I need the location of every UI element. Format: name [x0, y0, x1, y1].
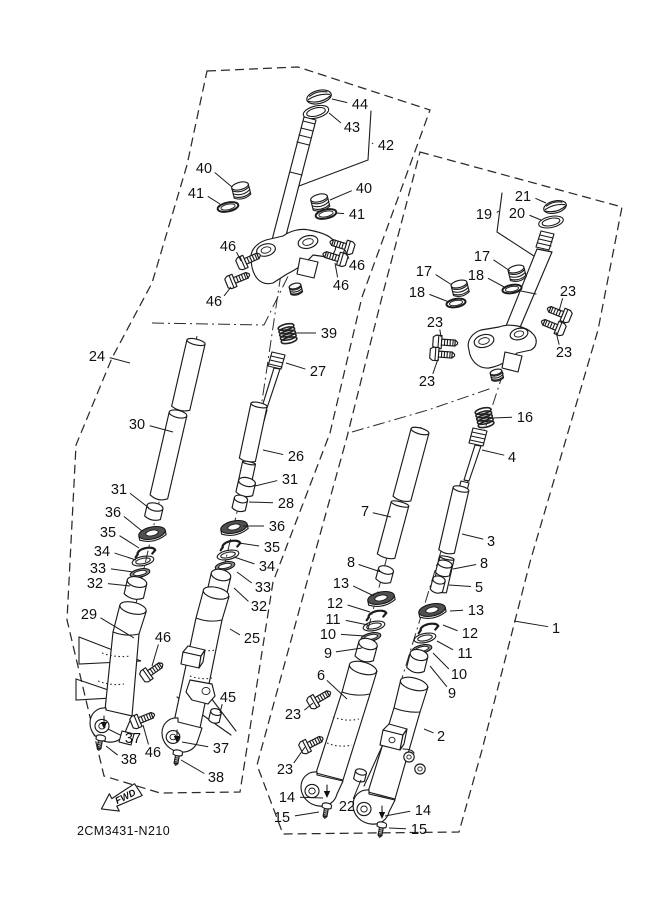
leader-line — [106, 746, 118, 755]
fork-spacer-7b — [377, 499, 409, 560]
leader-line — [449, 585, 471, 586]
damper-rod-4 — [458, 428, 487, 494]
o-ring-18-left — [446, 297, 466, 308]
clip-12-left — [365, 609, 387, 620]
leader-line — [215, 172, 232, 187]
part-label-23: 23 — [559, 284, 577, 300]
part-label-41: 41 — [348, 207, 366, 223]
leader-line — [255, 481, 277, 486]
collar-31-left — [144, 501, 164, 521]
part-label-34: 34 — [93, 544, 111, 560]
damper-45 — [208, 708, 222, 725]
part-label-11: 11 — [325, 612, 341, 628]
oil-seal-36-left — [138, 524, 167, 543]
oil-seal-13-right — [418, 601, 447, 620]
clip-35-right — [219, 539, 241, 550]
part-label-46: 46 — [348, 258, 366, 274]
part-label-15: 15 — [273, 810, 291, 826]
bolt-46 — [138, 658, 166, 683]
part-label-46: 46 — [205, 294, 223, 310]
stem-cap — [490, 368, 504, 382]
leader-line — [559, 298, 563, 311]
leader-line — [286, 363, 305, 369]
part-label-4: 4 — [507, 450, 517, 466]
bush-9-right — [406, 648, 429, 675]
screw-15-left — [320, 802, 332, 819]
part-label-8: 8 — [479, 556, 489, 572]
right-fork-assembly — [298, 198, 573, 838]
spring-39 — [278, 322, 298, 345]
leader-line — [111, 569, 133, 572]
damper-22 — [353, 768, 367, 783]
part-label-27: 27 — [309, 364, 327, 380]
leader-line — [341, 634, 365, 636]
screw-38-right — [171, 749, 183, 766]
part-label-14: 14 — [414, 803, 432, 819]
part-label-5: 5 — [474, 580, 484, 596]
leader-line — [237, 572, 252, 583]
leader-line — [143, 725, 148, 744]
leader-line — [389, 828, 406, 829]
part-label-13: 13 — [332, 576, 350, 592]
part-label-25: 25 — [243, 631, 261, 647]
leader-line — [348, 605, 370, 612]
part-label-33: 33 — [89, 561, 107, 577]
part-labels-layer — [81, 97, 576, 838]
oil-seal-36-right — [220, 518, 249, 537]
leader-line — [230, 629, 240, 635]
part-label-16: 16 — [516, 410, 534, 426]
part-label-35: 35 — [99, 525, 117, 541]
fork-spacer-30 — [171, 337, 206, 412]
part-label-1: 1 — [551, 621, 561, 637]
bolt-46 — [224, 268, 252, 289]
part-label-12: 12 — [461, 626, 479, 642]
cylinder-3 — [438, 485, 469, 556]
part-label-11: 11 — [457, 646, 473, 662]
leader-line — [430, 666, 447, 687]
clip-12-right — [417, 622, 439, 633]
part-label-23: 23 — [284, 707, 302, 723]
clip-35-left — [134, 546, 156, 557]
fwd-arrow — [97, 781, 144, 818]
collar-8-left — [375, 564, 394, 585]
part-label-15: 15 — [410, 822, 428, 838]
leader-line — [330, 191, 352, 200]
leader-line — [535, 198, 546, 203]
leader-line — [115, 553, 136, 560]
part-label-38: 38 — [207, 770, 225, 786]
leader-line — [239, 543, 259, 546]
washer-11-right — [413, 631, 436, 644]
leader-line — [497, 211, 499, 212]
part-label-10: 10 — [450, 667, 468, 683]
leader-line — [443, 625, 458, 631]
part-label-41: 41 — [187, 186, 205, 202]
oil-seal-13-left — [367, 589, 396, 608]
part-label-37: 37 — [212, 741, 230, 757]
leader-line — [436, 275, 452, 285]
part-label-23: 23 — [426, 315, 444, 331]
part-label-43: 43 — [343, 120, 361, 136]
part-label-26: 26 — [287, 449, 305, 465]
part-label-8: 8 — [346, 555, 356, 571]
part-label-14: 14 — [278, 790, 296, 806]
fork-spacer-7 — [392, 426, 429, 503]
cylinder-26 — [239, 401, 268, 463]
leader-line — [234, 557, 254, 564]
part-label-28: 28 — [277, 496, 295, 512]
bolt-23 — [430, 347, 455, 362]
leader-line — [329, 113, 341, 123]
outer-tube-6 — [301, 659, 378, 806]
spring-16 — [475, 406, 495, 429]
part-label-9: 9 — [323, 646, 333, 662]
leader-line — [488, 278, 506, 288]
stem-cap — [289, 282, 303, 296]
part-label-45: 45 — [219, 690, 237, 706]
leader-line — [514, 621, 548, 627]
leader-line — [152, 644, 158, 666]
bush-28 — [232, 494, 249, 513]
part-label-36: 36 — [268, 519, 286, 535]
leader-line — [249, 502, 273, 503]
under-bracket-left — [251, 229, 336, 283]
part-label-46: 46 — [219, 239, 237, 255]
part-label-22: 22 — [338, 799, 356, 815]
part-label-17: 17 — [415, 264, 433, 280]
leader-line — [372, 143, 373, 144]
under-bracket-right — [468, 325, 536, 372]
part-label-42: 42 — [377, 138, 395, 154]
leader-line — [130, 493, 149, 508]
leader-line — [437, 641, 453, 650]
washer-34-left — [131, 554, 154, 567]
o-ring-41-left — [217, 201, 239, 214]
leader-line — [433, 653, 449, 669]
leader-line — [529, 215, 541, 220]
part-label-44: 44 — [351, 97, 369, 113]
leader-line — [433, 359, 438, 374]
part-label-36: 36 — [104, 505, 122, 521]
part-label-46: 46 — [154, 630, 172, 646]
steering-stem-42 — [272, 117, 316, 243]
cap-bolt-40-left — [231, 180, 252, 200]
part-label-23: 23 — [276, 762, 294, 778]
leader-line — [120, 536, 139, 548]
bolt-23 — [306, 686, 334, 710]
part-label-46: 46 — [144, 745, 162, 761]
part-label-38: 38 — [120, 752, 138, 768]
part-label-40: 40 — [355, 181, 373, 197]
drawing-code: 2CM3431-N210 — [77, 824, 171, 838]
leader-line — [346, 620, 368, 625]
leader-line — [492, 417, 512, 418]
leader-line — [124, 516, 142, 531]
washer-11-left — [362, 619, 385, 632]
leader-line — [110, 358, 130, 363]
part-label-37: 37 — [124, 731, 142, 747]
part-label-35: 35 — [263, 540, 281, 556]
leader-line — [493, 260, 510, 271]
part-label-34: 34 — [258, 559, 276, 575]
leader-line — [429, 294, 449, 302]
part-label-32: 32 — [250, 599, 268, 615]
part-label-19: 19 — [475, 207, 493, 223]
part-label-9: 9 — [447, 686, 457, 702]
part-label-13: 13 — [467, 603, 485, 619]
leader-line — [462, 534, 483, 539]
leader-line — [353, 586, 374, 596]
cap-bolt-17-left — [450, 279, 470, 298]
leader-line — [336, 213, 344, 214]
part-label-33: 33 — [254, 580, 272, 596]
leader-line — [453, 565, 476, 569]
part-label-29: 29 — [80, 607, 98, 623]
bracket-lines — [76, 111, 537, 791]
leader-line — [359, 565, 381, 572]
leader-line — [294, 747, 305, 763]
part-label-31: 31 — [110, 482, 128, 498]
part-label-18: 18 — [408, 285, 426, 301]
part-label-31: 31 — [281, 472, 299, 488]
bearing-cover-44 — [305, 88, 332, 107]
part-label-17: 17 — [473, 249, 491, 265]
leader-line — [224, 287, 231, 296]
screw-15-right — [375, 821, 387, 838]
part-label-7: 7 — [360, 504, 370, 520]
leader-line — [181, 760, 204, 774]
part-label-3: 3 — [486, 534, 496, 550]
leader-line — [450, 610, 463, 611]
part-label-46: 46 — [332, 278, 350, 294]
part-label-30: 30 — [128, 417, 146, 433]
part-label-32: 32 — [86, 576, 104, 592]
leader-line — [482, 450, 504, 455]
part-label-18: 18 — [467, 268, 485, 284]
leader-line — [332, 99, 347, 103]
race-20 — [538, 214, 565, 230]
part-label-10: 10 — [319, 627, 337, 643]
leader-line — [263, 450, 283, 455]
bush-32-left — [123, 575, 147, 601]
fwd-arrow-label: FWD — [113, 787, 138, 807]
part-label-23: 23 — [555, 345, 573, 361]
part-label-6: 6 — [316, 668, 326, 684]
part-label-2: 2 — [436, 729, 446, 745]
leader-line — [424, 729, 434, 733]
fork-spacer-30b — [149, 408, 187, 501]
leader-line — [208, 196, 220, 204]
part-label-23: 23 — [418, 374, 436, 390]
part-label-39: 39 — [320, 326, 338, 342]
part-label-12: 12 — [326, 596, 344, 612]
bolt-23 — [545, 302, 573, 323]
part-label-20: 20 — [508, 206, 526, 222]
leader-line — [234, 588, 248, 601]
bearing-cover-21 — [542, 198, 567, 215]
part-label-24: 24 — [88, 349, 106, 365]
part-label-40: 40 — [195, 161, 213, 177]
part-label-21: 21 — [514, 189, 532, 205]
leader-line — [295, 812, 319, 816]
